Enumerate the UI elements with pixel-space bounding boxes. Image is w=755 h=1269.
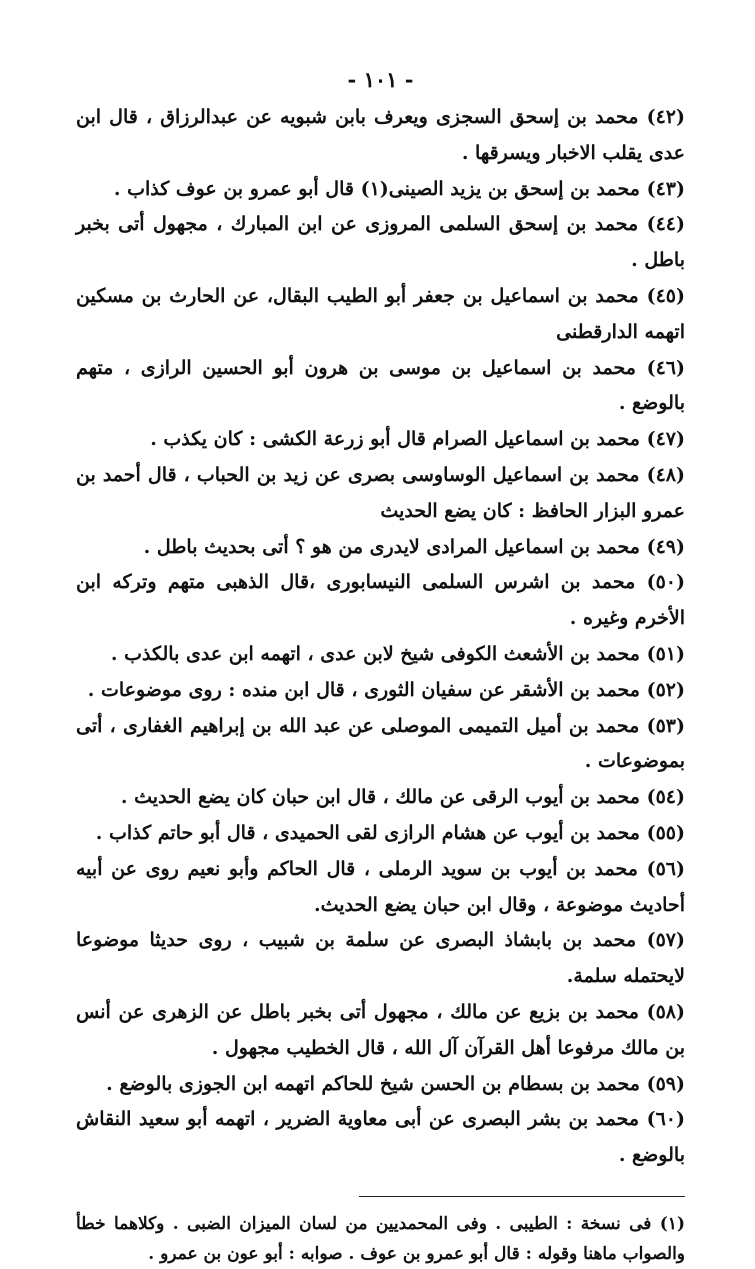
entry-text: محمد بن اشرس السلمى النيسابورى ،قال الذهبى متهم وتركه ابن الأخرم وغيره . <box>76 571 685 630</box>
list-item <box>76 816 685 852</box>
entry-text: محمد بن أيوب عن هشام الرازى لقى الحميدى ، قال أبو حاتم كذاب . <box>95 821 640 844</box>
list-item <box>76 780 685 816</box>
entry-number: (٦٠) <box>646 1108 685 1131</box>
list-item <box>76 422 685 458</box>
entry-number: (٤٤) <box>646 213 685 236</box>
list-item <box>76 458 685 530</box>
entry-number: (٥٢) <box>646 678 685 701</box>
entry-number: (٥٨) <box>646 1000 685 1023</box>
entry-number: (٤٦) <box>646 356 685 379</box>
page-number: - ١٠١ - <box>347 67 414 92</box>
entry-text: محمد بن بزيع عن مالك ، مجهول أتى بخبر باطل عن الزهرى عن أنس بن مالك مرفوعا أهل القرآن آل الله ، قال الخطيب مجهول . <box>76 1000 685 1059</box>
entry-number: (٤٣) <box>646 177 685 200</box>
footnote-divider <box>359 1196 685 1197</box>
entry-number: (٥٥) <box>646 821 685 844</box>
list-item <box>76 995 685 1067</box>
narrator-list <box>76 100 685 1174</box>
list-item <box>76 279 685 351</box>
entry-number: (٥٧) <box>646 929 685 952</box>
entry-number: (٥٦) <box>646 857 685 880</box>
entry-number: (٥٩) <box>646 1072 685 1095</box>
entry-text: محمد بن إسحق السلمى المروزى عن ابن المبارك ، مجهول أتى بخبر باطل . <box>76 213 685 272</box>
entry-number: (٤٢) <box>646 106 685 128</box>
list-item <box>76 852 685 924</box>
list-item <box>76 923 685 995</box>
entry-number: (٥١) <box>646 642 685 665</box>
entry-number: (٤٧) <box>646 428 685 451</box>
entry-number: (٤٩) <box>646 535 685 558</box>
entry-text: محمد بن إسحق السجزى ويعرف بابن شبويه عن عبدالرزاق ، قال ابن عدى يقلب الاخبار ويسرقها . <box>76 106 685 164</box>
list-item <box>76 207 685 279</box>
entry-number: (٥٣) <box>646 714 685 737</box>
entry-text: محمد بن الأشعث الكوفى شيخ لابن عدى ، اتهمه ابن عدى بالكذب . <box>110 642 640 665</box>
entry-text: محمد بن اسماعيل بن جعفر أبو الطيب البقال، عن الحارث بن مسكين اتهمه الدارقطنى <box>76 284 685 343</box>
entry-text: محمد بن اسماعيل الوساوسى بصرى عن زيد بن الحباب ، قال أحمد بن عمرو البزار الحافظ : كان يضع الحديث <box>76 463 685 522</box>
list-item <box>76 565 685 637</box>
entry-text: محمد بن بشر البصرى عن أبى معاوية الضرير ، اتهمه أبو سعيد النقاش بالوضع . <box>76 1108 685 1167</box>
list-item <box>76 351 685 423</box>
list-item <box>76 1067 685 1103</box>
list-item <box>76 100 685 172</box>
list-item <box>76 172 685 208</box>
list-item <box>76 530 685 566</box>
list-item <box>76 709 685 781</box>
entry-text: محمد بن بابشاذ البصرى عن سلمة بن شبيب ، روى حديثا موضوعا لايحتمله سلمة. <box>76 929 685 988</box>
entry-text: محمد بن اسماعيل بن موسى بن هرون أبو الحسين الرازى ، متهم بالوضع . <box>76 356 685 415</box>
entry-number: (٤٥) <box>646 284 685 307</box>
list-item <box>76 673 685 709</box>
footnote-number: (١) <box>659 1213 685 1234</box>
entry-text: محمد بن إسحق بن يزيد الصينى(١) قال أبو عمرو بن عوف كذاب . <box>113 177 640 200</box>
footnote <box>76 1209 685 1269</box>
entry-text: محمد بن أميل التميمى الموصلى عن عبد الله بن إبراهيم الغفارى ، أتى بموضوعات . <box>76 714 685 773</box>
entry-text: محمد بن أيوب بن سويد الرملى ، قال الحاكم وأبو نعيم روى عن أبيه أحاديث موضوعة ، وقال ابن حبان يضع الحديث. <box>76 857 685 916</box>
entry-text: محمد بن الأشقر عن سفيان الثورى ، قال ابن منده : روى موضوعات . <box>87 678 640 701</box>
entry-number: (٤٨) <box>646 463 686 486</box>
entry-text: محمد بن اسماعيل الصرام قال أبو زرعة الكشى : كان يكذب . <box>150 428 640 451</box>
list-item <box>76 1102 685 1174</box>
entry-text: محمد بن أيوب الرقى عن مالك ، قال ابن حبان كان يضع الحديث . <box>120 786 640 809</box>
list-item <box>76 637 685 673</box>
entry-number: (٥٤) <box>646 786 685 809</box>
entry-text: محمد بن اسماعيل المرادى لايدرى من هو ؟ أتى بحديث باطل . <box>143 535 640 558</box>
footnote-text: فى نسخة : الطيبى . وفى المحمديين من لسان الميزان الضبى . وكلاهما خطأ والصواب ماهنا وقوله : قال أبو عمرو بن عوف . صوابه : أبو عون بن عمرو . <box>76 1213 685 1264</box>
entry-text: محمد بن بسطام بن الحسن شيخ للحاكم اتهمه ابن الجوزى بالوضع . <box>106 1072 640 1095</box>
entry-number: (٥٠) <box>646 571 685 594</box>
